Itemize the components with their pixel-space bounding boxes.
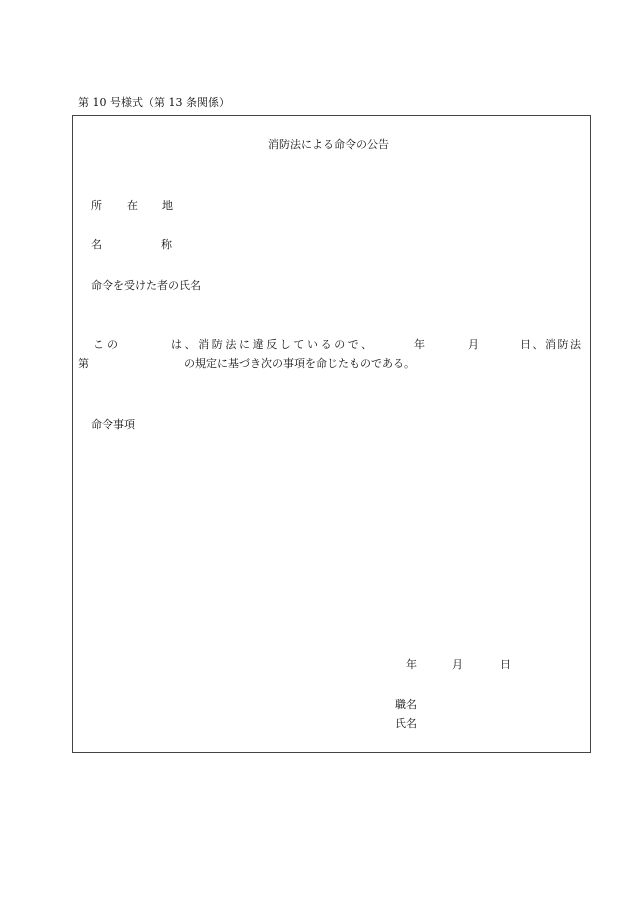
notice-frame xyxy=(72,115,591,753)
name-label-2: 称 xyxy=(161,238,172,251)
statement-day: 日、消防法 xyxy=(520,338,583,351)
location-label-1: 所 xyxy=(91,199,102,212)
notice-title: 消防法による命令の公告 xyxy=(268,138,389,151)
statement-year: 年 xyxy=(414,338,425,351)
date-month: 月 xyxy=(452,658,463,671)
location-label-3: 地 xyxy=(162,199,173,212)
position-label: 職名 xyxy=(395,698,417,711)
statement-month: 月 xyxy=(468,338,479,351)
person-name-label: 命令を受けた者の氏名 xyxy=(91,279,201,292)
date-day: 日 xyxy=(500,658,511,671)
location-label-2: 在 xyxy=(127,199,138,212)
name-label-1: 名 xyxy=(91,238,102,251)
order-items-label: 命令事項 xyxy=(91,418,135,431)
statement-violation: は、消防法に違反しているので、 xyxy=(171,338,375,351)
form-number: 第 10 号様式（第 13 条関係） xyxy=(78,96,230,109)
statement-this: この xyxy=(93,338,121,351)
date-year: 年 xyxy=(406,658,417,671)
statement-provision: の規定に基づき次の事項を命じたものである。 xyxy=(184,357,415,370)
statement-article: 第 xyxy=(78,357,89,370)
signer-name-label: 氏名 xyxy=(395,717,417,730)
